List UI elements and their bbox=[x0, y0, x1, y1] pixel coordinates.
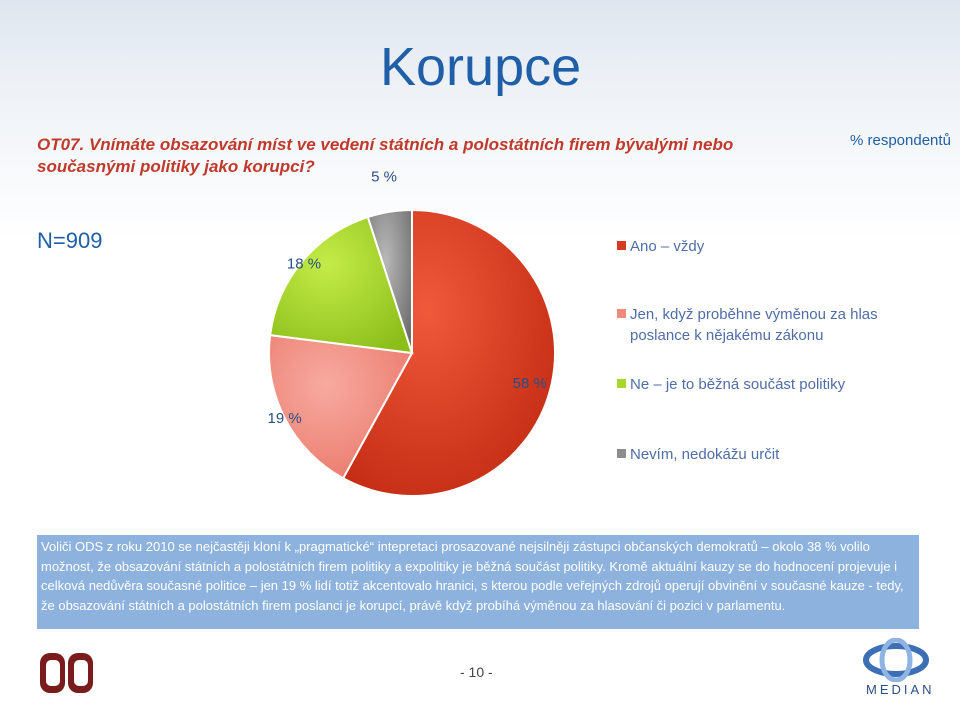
pie-label-dont-know: 5 % bbox=[371, 168, 397, 186]
question-text: OT07. Vnímáte obsazování míst ve vedení státních a polostátních firem bývalými nebo současnými politiky jako korupci? bbox=[37, 135, 734, 176]
legend-swatch-green bbox=[617, 379, 626, 388]
commentary-box: Voliči ODS z roku 2010 se nejčastěji kloní k „pragmatické“ intepretaci prosazované nejsilněji zástupci občanských demokratů – okolo 38 % volilo možnost, že obsazování státních a polostátních firem politiky a expolitiky je běžná součást politiky. Kromě aktuální kauzy se do hodnocení projevuje i celková nedůvěra současné politice – jen 19 % lidí totiž akcentovalo hranici, s kterou podle veřejných zdrojů operují obvinění v současné kauze - tedy, že obsazování státních a polostátních firem poslanci je korupcí, právě když probíhá výměnou za hlasování či pozici v parlamentu. bbox=[37, 535, 919, 629]
legend-swatch-gray bbox=[617, 449, 626, 458]
unit-label: % respondentů bbox=[850, 132, 951, 149]
ct-logo-icon bbox=[38, 651, 98, 695]
legend-item-yes-always bbox=[617, 236, 880, 257]
legend-label: Nevím, nedokážu určit bbox=[630, 446, 780, 463]
legend-item-dont-know bbox=[617, 444, 880, 465]
median-logo-icon bbox=[860, 638, 940, 682]
pie-label-yes-always: 58 % bbox=[512, 375, 547, 393]
legend-swatch-red bbox=[617, 241, 626, 250]
median-logo-text: MEDIAN bbox=[866, 682, 935, 697]
sample-size: N=909 bbox=[37, 228, 103, 253]
pie-label-only-when-vote-exchange: 19 % bbox=[267, 409, 302, 427]
legend-label: Ano – vždy bbox=[630, 238, 705, 255]
legend-item-only-when-vote-exchange bbox=[617, 304, 880, 346]
page-number: - 10 - bbox=[460, 664, 493, 680]
slide-title: Korupce bbox=[380, 37, 582, 97]
legend-item-no-normal-politics bbox=[617, 374, 880, 395]
legend-label: Jen, když proběhne výměnou za hlas poslance k nějakému zákonu bbox=[630, 306, 878, 344]
pie-label-no-normal-politics: 18 % bbox=[286, 255, 322, 273]
legend-label: Ne – je to běžná součást politiky bbox=[630, 376, 846, 393]
legend-swatch-pink bbox=[617, 309, 626, 318]
